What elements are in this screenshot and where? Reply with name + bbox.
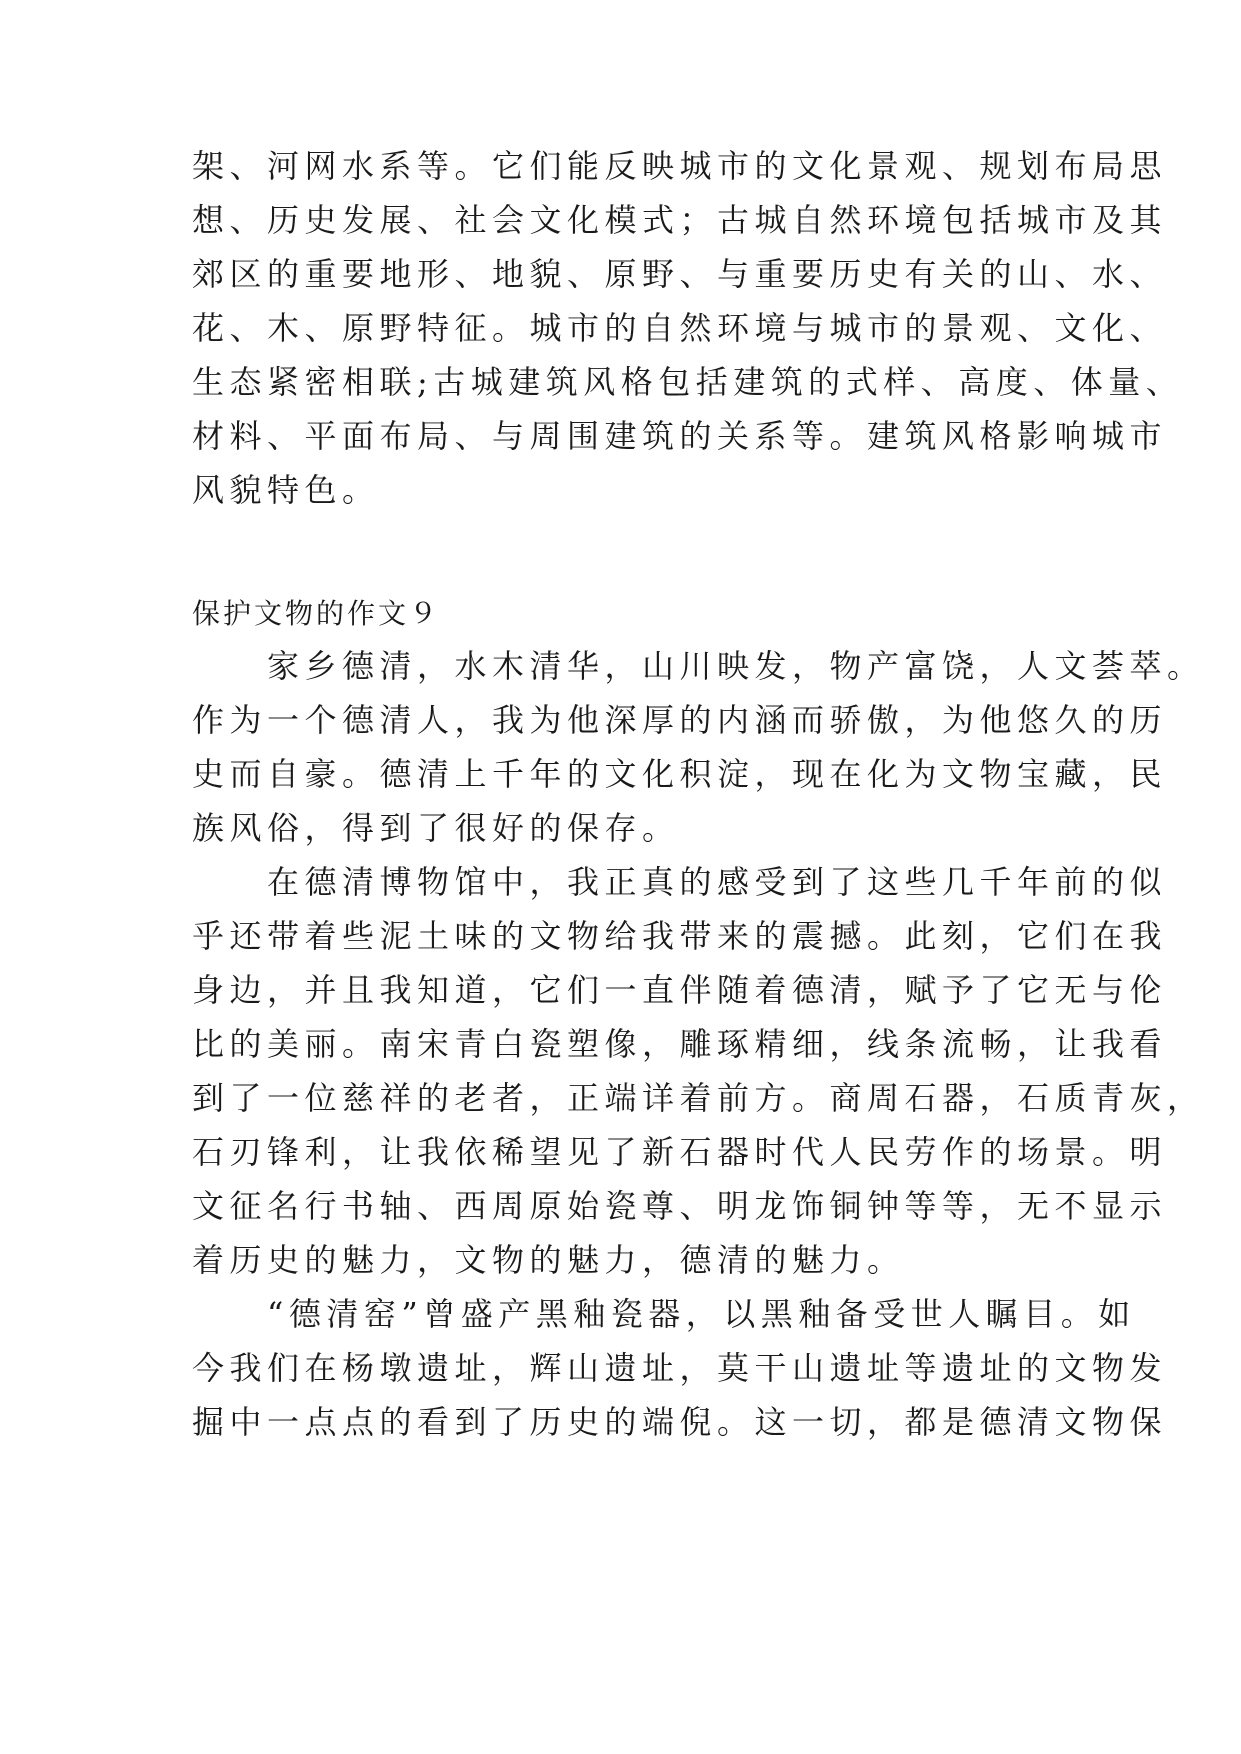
paragraph-line: 材料、平面布局、与周围建筑的关系等。建筑风格影响城市: [192, 417, 1168, 455]
paragraph-line: 架、河网水系等。它们能反映城市的文化景观、规划布局思: [192, 147, 1168, 185]
paragraph-line: 郊区的重要地形、地貌、原野、与重要历史有关的山、水、: [192, 255, 1168, 293]
paragraph-line: 乎还带着些泥土味的文物给我带来的震撼。此刻，它们在我: [192, 917, 1168, 955]
paragraph-line: 在德清博物馆中，我正真的感受到了这些几千年前的似: [192, 863, 1168, 901]
paragraph-line: 族风俗，得到了很好的保存。: [192, 809, 680, 847]
section-title: 保护文物的作文９: [192, 597, 441, 630]
paragraph-line: 掘中一点点的看到了历史的端倪。这一切，都是德清文物保: [192, 1403, 1168, 1441]
paragraph-line: 史而自豪。德清上千年的文化积淀，现在化为文物宝藏，民: [192, 755, 1168, 793]
paragraph-line: 石刃锋利，让我依稀望见了新石器时代人民劳作的场景。明: [192, 1133, 1168, 1171]
paragraph-line: 作为一个德清人，我为他深厚的内涵而骄傲，为他悠久的历: [192, 701, 1168, 739]
paragraph-line: 到了一位慈祥的老者，正端详着前方。商周石器，石质青灰，: [192, 1079, 1205, 1117]
paragraph-line: 今我们在杨墩遗址，辉山遗址，莫干山遗址等遗址的文物发: [192, 1349, 1168, 1387]
paragraph-line: 想、历史发展、社会文化模式；古城自然环境包括城市及其: [192, 201, 1168, 239]
paragraph-line: 生态紧密相联;古城建筑风格包括建筑的式样、高度、体量、: [192, 363, 1184, 401]
paragraph-line: 身边，并且我知道，它们一直伴随着德清，赋予了它无与伦: [192, 971, 1168, 1009]
paragraph-line: 文征名行书轴、西周原始瓷尊、明龙饰铜钟等等，无不显示: [192, 1187, 1168, 1225]
paragraph-line: “德清窑”曾盛产黑釉瓷器，以黑釉备受世人瞩目。如: [192, 1295, 1136, 1333]
paragraph-line: 家乡德清，水木清华，山川映发，物产富饶，人文荟萃。: [192, 647, 1205, 685]
paragraph-line: 风貌特色。: [192, 471, 380, 509]
paragraph-line: 花、木、原野特征。城市的自然环境与城市的景观、文化、: [192, 309, 1168, 347]
paragraph-line: 着历史的魅力，文物的魅力，德清的魅力。: [192, 1241, 905, 1279]
paragraph-line: 比的美丽。南宋青白瓷塑像，雕琢精细，线条流畅，让我看: [192, 1025, 1168, 1063]
